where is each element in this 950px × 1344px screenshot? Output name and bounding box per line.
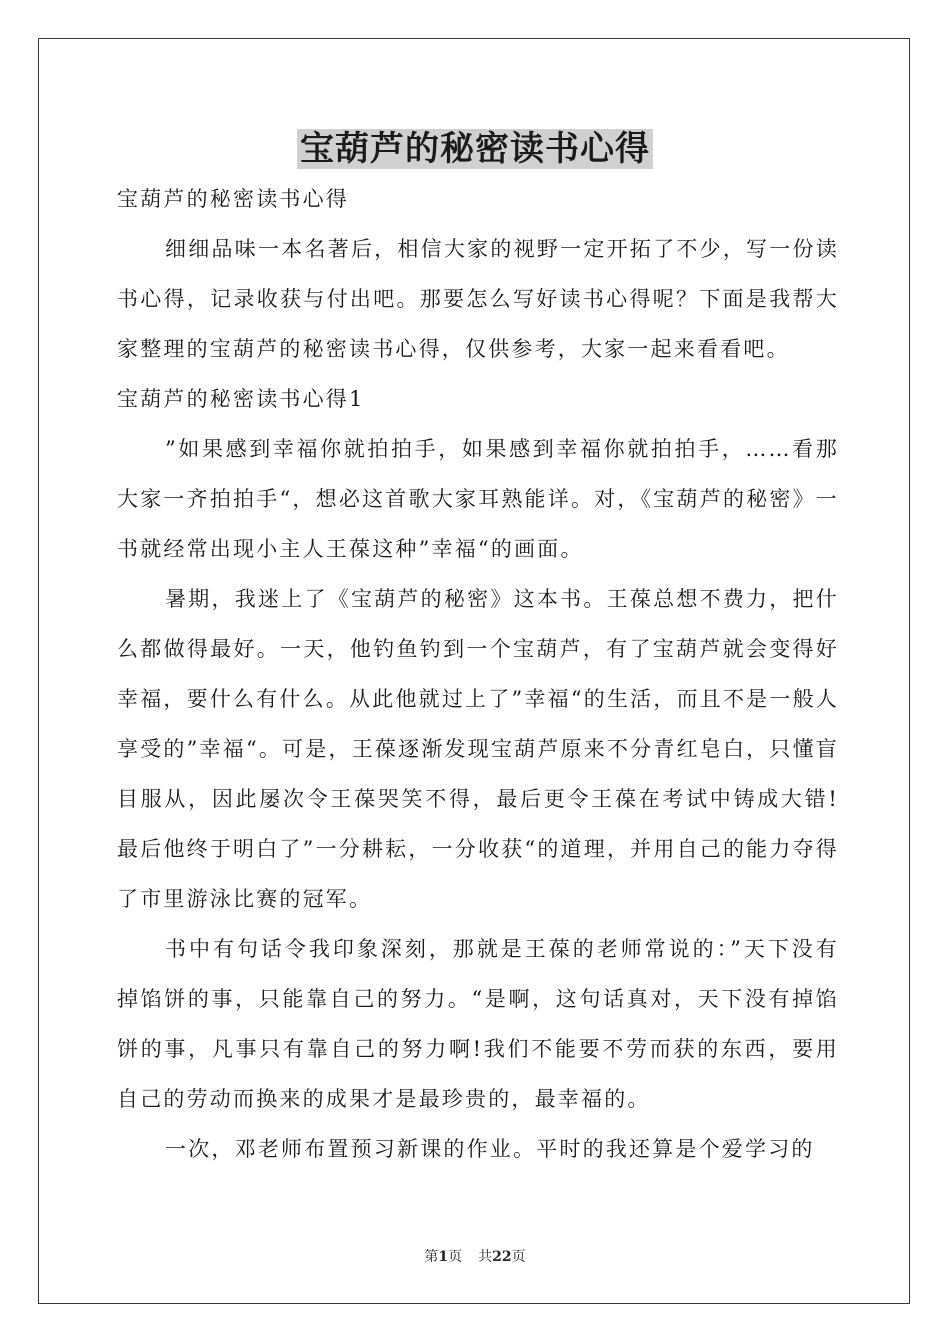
document-title (0, 126, 950, 172)
page-footer (0, 1248, 950, 1266)
section-heading: 宝葫芦的秘密读书心得 (117, 187, 349, 211)
current-page-number: 1 (438, 1249, 449, 1265)
page-unit: 页 (448, 1249, 463, 1265)
document-title-text: 宝葫芦的秘密读书心得 (297, 129, 653, 169)
total-unit: 页 (511, 1249, 526, 1265)
paragraph: 一次，邓老师布置预习新课的作业。平时的我还算是个爱学习的 (165, 1137, 815, 1161)
paragraph: 书中有句话令我印象深刻，那就是王葆的老师常说的：”天下没有掉馅饼的事，只能靠自己的努力。“是啊，这句话真对，天下没有掉馅饼的事，凡事只有靠自己的努力啊!我们不能要不劳而获的东西，要用自己的劳动而换来的成果才是最珍贵的，最幸福的。 (117, 937, 839, 1111)
total-pages-number: 22 (492, 1249, 512, 1265)
total-prefix: 共 (478, 1249, 493, 1265)
section-heading: 宝葫芦的秘密读书心得1 (117, 387, 365, 411)
paragraph: ”如果感到幸福你就拍拍手，如果感到幸福你就拍拍手，……看那大家一齐拍拍手“，想必这首歌大家耳熟能详。对，《宝葫芦的秘密》一书就经常出现小主人王葆这种”幸福“的画面。 (117, 437, 839, 561)
page-prefix: 第 (424, 1249, 439, 1265)
paragraph: 暑期，我迷上了《宝葫芦的秘密》这本书。王葆总想不费力，把什么都做得最好。一天，他钓鱼钓到一个宝葫芦，有了宝葫芦就会变得好幸福，要什么有什么。从此他就过上了”幸福“的生活，而且不是一般人享受的”幸福“。可是，王葆逐渐发现宝葫芦原来不分青红皂白，只懂盲目服从，因此屡次令王葆哭笑不得，最后更令王葆在考试中铸成大错!最后他终于明白了”一分耕耘，一分收获“的道理，并用自己的能力夺得了市里游泳比赛的冠军。 (117, 587, 839, 911)
paragraph: 细细品味一本名著后，相信大家的视野一定开拓了不少，写一份读书心得，记录收获与付出吧。那要怎么写好读书心得呢？下面是我帮大家整理的宝葫芦的秘密读书心得，仅供参考，大家一起来看看吧。 (117, 237, 839, 361)
document-body (117, 174, 839, 1174)
